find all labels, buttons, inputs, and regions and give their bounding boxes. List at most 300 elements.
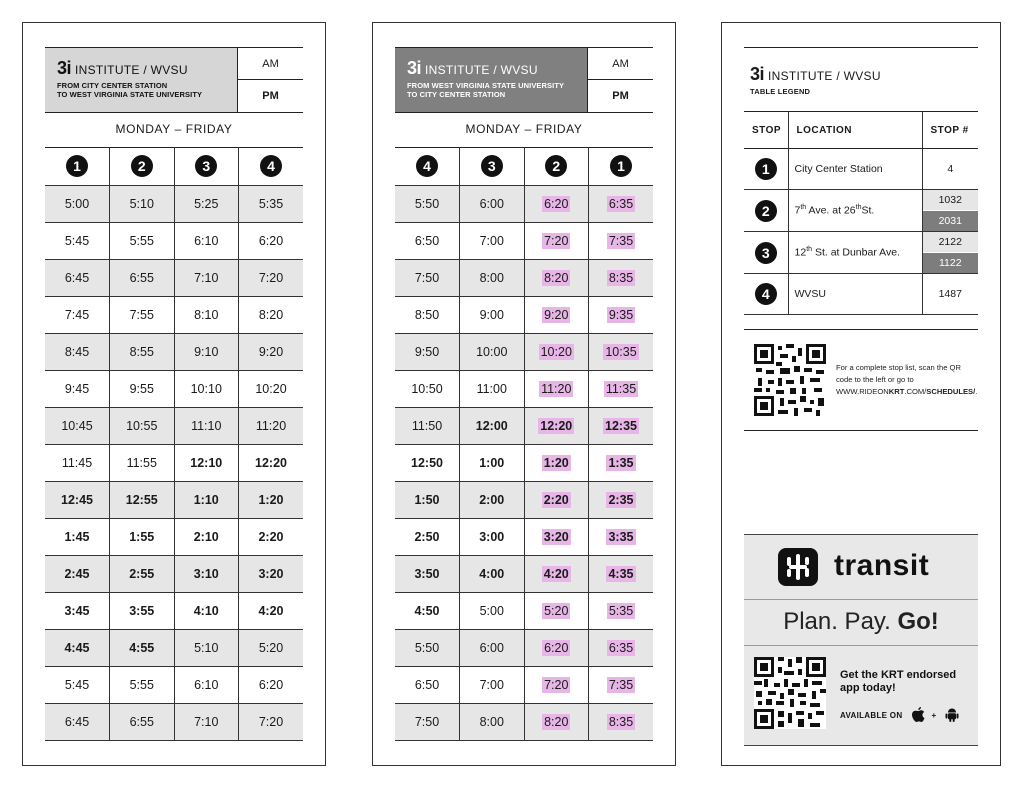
time-cell bbox=[460, 334, 525, 371]
time-cell bbox=[589, 667, 654, 704]
time-cell bbox=[460, 667, 525, 704]
table-row bbox=[395, 630, 653, 667]
time-value: 8:35 bbox=[608, 271, 634, 285]
time-cell bbox=[45, 408, 110, 445]
time-cell bbox=[524, 593, 589, 630]
stop-list-qr-code[interactable] bbox=[754, 344, 826, 416]
time-cell bbox=[239, 667, 304, 704]
time-value: 8:20 bbox=[544, 271, 569, 285]
route-number: 3i bbox=[407, 58, 422, 78]
transit-app-icon bbox=[778, 548, 818, 586]
route-title-box bbox=[45, 48, 237, 112]
available-on: AVAILABLE ON + bbox=[840, 707, 959, 725]
route-title-box bbox=[395, 48, 587, 112]
table-row bbox=[45, 223, 303, 260]
time-value: 6:35 bbox=[608, 641, 634, 655]
time-cell bbox=[589, 334, 654, 371]
table-row bbox=[45, 408, 303, 445]
stop-number: 1122 bbox=[923, 253, 979, 273]
time-cell bbox=[45, 667, 110, 704]
time-cell bbox=[110, 297, 175, 334]
table-row bbox=[45, 630, 303, 667]
time-cell bbox=[174, 630, 239, 667]
table-row bbox=[45, 334, 303, 371]
col-stop-number: STOP # bbox=[922, 112, 978, 149]
transit-app-qr-code[interactable] bbox=[754, 657, 826, 729]
time-cell bbox=[110, 704, 175, 741]
time-cell bbox=[239, 223, 304, 260]
time-cell bbox=[524, 519, 589, 556]
time-value: 3:20 bbox=[258, 567, 284, 581]
time-value: 10:55 bbox=[126, 419, 158, 433]
table-row bbox=[45, 186, 303, 223]
time-value: 6:20 bbox=[258, 678, 284, 692]
time-cell bbox=[174, 519, 239, 556]
stop-1-marker: 1 bbox=[610, 155, 632, 177]
time-value: 4:20 bbox=[258, 604, 284, 618]
time-cell bbox=[524, 297, 589, 334]
time-value: 5:35 bbox=[608, 604, 634, 618]
time-value: 11:10 bbox=[191, 419, 222, 433]
time-cell bbox=[174, 260, 239, 297]
stop-number: 4 bbox=[947, 163, 954, 175]
time-cell bbox=[45, 704, 110, 741]
time-value: 7:20 bbox=[544, 678, 569, 692]
time-value: 3:00 bbox=[479, 530, 505, 544]
time-value: 5:20 bbox=[544, 604, 569, 618]
time-cell bbox=[45, 297, 110, 334]
time-cell bbox=[524, 667, 589, 704]
time-value: 3:45 bbox=[64, 604, 90, 618]
time-cell bbox=[524, 334, 589, 371]
time-cell bbox=[395, 482, 460, 519]
direction-from: FROM WEST VIRGINIA STATE UNIVERSITY bbox=[407, 81, 565, 90]
time-value: 11:55 bbox=[126, 456, 157, 470]
time-value: 11:35 bbox=[605, 382, 637, 396]
time-cell bbox=[524, 556, 589, 593]
time-cell bbox=[110, 667, 175, 704]
time-cell bbox=[174, 482, 239, 519]
schedules-link[interactable]: WWW.RIDEONKRT.COM/SCHEDULES/. bbox=[836, 387, 978, 396]
time-cell bbox=[174, 297, 239, 334]
table-row bbox=[395, 519, 653, 556]
time-cell bbox=[589, 445, 654, 482]
time-cell bbox=[524, 260, 589, 297]
time-value: 7:50 bbox=[414, 715, 440, 729]
table-row bbox=[45, 519, 303, 556]
time-value: 2:35 bbox=[608, 493, 634, 507]
table-row bbox=[395, 297, 653, 334]
transit-wordmark: transit bbox=[834, 549, 930, 582]
time-cell bbox=[395, 593, 460, 630]
route-number: 3i bbox=[750, 64, 765, 84]
time-value: 7:10 bbox=[194, 271, 219, 285]
time-cell bbox=[395, 667, 460, 704]
time-cell bbox=[395, 260, 460, 297]
legend-row-1 bbox=[744, 149, 978, 190]
time-value: 3:20 bbox=[543, 530, 569, 544]
time-value: 5:35 bbox=[258, 197, 284, 211]
time-cell bbox=[110, 371, 175, 408]
time-value: 9:35 bbox=[608, 308, 634, 322]
time-value: 7:20 bbox=[544, 234, 569, 248]
time-cell bbox=[589, 704, 654, 741]
time-cell bbox=[460, 223, 525, 260]
time-value: 8:00 bbox=[479, 715, 504, 729]
time-value: 8:45 bbox=[64, 345, 90, 359]
time-value: 5:50 bbox=[414, 641, 440, 655]
time-value: 10:00 bbox=[476, 345, 508, 359]
time-cell bbox=[239, 704, 304, 741]
time-value: 11:20 bbox=[255, 419, 287, 433]
time-value: 1:10 bbox=[193, 493, 219, 507]
time-value: 4:20 bbox=[543, 567, 569, 581]
time-cell bbox=[589, 519, 654, 556]
time-value: 6:50 bbox=[414, 234, 440, 248]
time-cell bbox=[45, 630, 110, 667]
time-cell bbox=[174, 556, 239, 593]
time-cell bbox=[524, 630, 589, 667]
time-cell bbox=[45, 371, 110, 408]
time-value: 1:55 bbox=[129, 530, 155, 544]
time-value: 7:20 bbox=[258, 271, 284, 285]
time-cell bbox=[460, 482, 525, 519]
inbound-schedule-panel bbox=[372, 22, 676, 766]
time-value: 9:45 bbox=[64, 382, 90, 396]
stop-1-marker: 1 bbox=[755, 158, 777, 180]
time-value: 7:50 bbox=[414, 271, 440, 285]
time-value: 10:35 bbox=[605, 345, 637, 359]
time-value: 4:55 bbox=[129, 641, 155, 655]
time-value: 11:50 bbox=[411, 419, 443, 433]
time-value: 4:00 bbox=[479, 567, 505, 581]
time-value: 12:55 bbox=[125, 493, 158, 507]
time-cell bbox=[524, 371, 589, 408]
legend-header bbox=[744, 47, 978, 111]
legend-subtitle: TABLE LEGEND bbox=[750, 87, 811, 96]
time-value: 1:20 bbox=[258, 493, 284, 507]
time-cell bbox=[395, 223, 460, 260]
time-value: 9:20 bbox=[258, 345, 284, 359]
time-cell bbox=[110, 260, 175, 297]
time-cell bbox=[110, 593, 175, 630]
legend-row-4 bbox=[744, 274, 978, 315]
legend-row-3 bbox=[744, 232, 978, 274]
time-cell bbox=[589, 556, 654, 593]
time-cell bbox=[239, 630, 304, 667]
time-value: 3:35 bbox=[608, 530, 634, 544]
time-cell bbox=[589, 630, 654, 667]
time-value: 5:20 bbox=[258, 641, 284, 655]
time-cell bbox=[589, 371, 654, 408]
direction-to: TO CITY CENTER STATION bbox=[407, 90, 506, 99]
table-row bbox=[395, 408, 653, 445]
time-value: 9:00 bbox=[479, 308, 504, 322]
time-value: 9:20 bbox=[544, 308, 569, 322]
time-value: 2:45 bbox=[64, 567, 90, 581]
stop-list-qr-section bbox=[744, 329, 978, 431]
time-cell bbox=[460, 371, 525, 408]
stop-2-marker: 2 bbox=[755, 200, 777, 222]
time-cell bbox=[45, 593, 110, 630]
time-cell bbox=[460, 408, 525, 445]
time-cell bbox=[45, 223, 110, 260]
time-cell bbox=[45, 334, 110, 371]
time-value: 12:00 bbox=[475, 419, 508, 433]
stop-3-marker: 3 bbox=[755, 242, 777, 264]
time-value: 6:10 bbox=[194, 234, 219, 248]
time-value: 6:50 bbox=[414, 678, 440, 692]
time-cell bbox=[395, 408, 460, 445]
location-4: WVSU bbox=[788, 274, 922, 315]
route-name: INSTITUTE / WVSU bbox=[768, 69, 881, 83]
time-cell bbox=[395, 445, 460, 482]
time-value: 3:50 bbox=[414, 567, 440, 581]
time-value: 2:20 bbox=[258, 530, 284, 544]
time-value: 6:00 bbox=[479, 197, 504, 211]
time-value: 9:10 bbox=[194, 345, 219, 359]
time-value: 5:50 bbox=[414, 197, 440, 211]
time-cell bbox=[395, 519, 460, 556]
time-cell bbox=[395, 186, 460, 223]
time-cell bbox=[45, 482, 110, 519]
time-value: 7:20 bbox=[258, 715, 284, 729]
time-value: 2:50 bbox=[414, 530, 440, 544]
am-key: AM bbox=[587, 48, 653, 80]
time-cell bbox=[395, 371, 460, 408]
time-value: 6:35 bbox=[608, 197, 634, 211]
time-cell bbox=[524, 223, 589, 260]
time-value: 4:45 bbox=[64, 641, 90, 655]
time-cell bbox=[239, 260, 304, 297]
time-cell bbox=[239, 408, 304, 445]
location-2: 7th Ave. at 26thSt. bbox=[788, 190, 922, 232]
time-value: 1:50 bbox=[414, 493, 440, 507]
time-cell bbox=[239, 519, 304, 556]
time-value: 8:10 bbox=[194, 308, 219, 322]
get-app-text: Get the KRT endorsed app today! bbox=[840, 669, 957, 694]
route-name: INSTITUTE / WVSU bbox=[75, 63, 188, 77]
time-value: 3:10 bbox=[193, 567, 219, 581]
time-value: 7:00 bbox=[479, 678, 504, 692]
time-cell bbox=[174, 408, 239, 445]
time-cell bbox=[589, 297, 654, 334]
transit-app-promo bbox=[744, 534, 978, 746]
stop-3-marker: 3 bbox=[481, 155, 503, 177]
time-value: 2:00 bbox=[479, 493, 505, 507]
time-value: 6:55 bbox=[129, 715, 154, 729]
transit-tagline: Plan. Pay. Go! bbox=[744, 599, 978, 646]
time-value: 10:20 bbox=[540, 345, 572, 359]
time-cell bbox=[174, 667, 239, 704]
stop-list-instructions: For a complete stop list, scan the QR code to the left or go to WWW.RIDEONKRT.COM/SCHEDULES/. bbox=[836, 363, 978, 396]
time-value: 7:35 bbox=[608, 234, 634, 248]
time-value: 6:10 bbox=[194, 678, 219, 692]
time-value: 4:50 bbox=[414, 604, 440, 618]
time-value: 12:50 bbox=[411, 456, 443, 470]
table-row bbox=[395, 704, 653, 741]
table-row bbox=[395, 556, 653, 593]
time-value: 1:20 bbox=[543, 456, 569, 470]
time-cell bbox=[589, 223, 654, 260]
time-value: 5:55 bbox=[129, 678, 154, 692]
stop-number: 2122 bbox=[923, 232, 979, 253]
time-cell bbox=[460, 704, 525, 741]
table-row bbox=[395, 371, 653, 408]
time-cell bbox=[395, 556, 460, 593]
table-row bbox=[395, 260, 653, 297]
time-cell bbox=[239, 445, 304, 482]
time-value: 10:50 bbox=[411, 382, 443, 396]
time-value: 3:55 bbox=[129, 604, 155, 618]
route-name: INSTITUTE / WVSU bbox=[425, 63, 538, 77]
stop-2-marker: 2 bbox=[131, 155, 153, 177]
time-value: 5:10 bbox=[129, 197, 154, 211]
time-value: 6:20 bbox=[258, 234, 284, 248]
time-value: 8:20 bbox=[544, 715, 569, 729]
time-value: 10:45 bbox=[61, 419, 93, 433]
time-cell bbox=[45, 556, 110, 593]
time-cell bbox=[110, 482, 175, 519]
time-cell bbox=[239, 371, 304, 408]
time-cell bbox=[589, 408, 654, 445]
table-row bbox=[45, 260, 303, 297]
time-cell bbox=[110, 630, 175, 667]
table-row bbox=[395, 667, 653, 704]
stop-legend-table bbox=[744, 111, 978, 315]
time-cell bbox=[460, 297, 525, 334]
direction-to: TO WEST VIRGINIA STATE UNIVERSITY bbox=[57, 90, 203, 99]
table-row bbox=[395, 223, 653, 260]
time-cell bbox=[460, 445, 525, 482]
time-value: 11:45 bbox=[61, 456, 93, 470]
time-value: 5:55 bbox=[129, 234, 154, 248]
time-cell bbox=[239, 482, 304, 519]
pm-key: PM bbox=[587, 80, 653, 112]
stop-number: 2031 bbox=[923, 211, 979, 231]
time-value: 7:45 bbox=[64, 308, 90, 322]
time-cell bbox=[589, 260, 654, 297]
time-value: 5:25 bbox=[194, 197, 219, 211]
table-row bbox=[395, 186, 653, 223]
time-cell bbox=[174, 445, 239, 482]
days-label: MONDAY – FRIDAY bbox=[395, 111, 653, 148]
time-cell bbox=[239, 186, 304, 223]
table-row bbox=[45, 371, 303, 408]
table-row bbox=[45, 297, 303, 334]
time-cell bbox=[45, 186, 110, 223]
stop-number: 1487 bbox=[938, 288, 962, 300]
time-cell bbox=[239, 556, 304, 593]
time-cell bbox=[524, 445, 589, 482]
stop-1-marker: 1 bbox=[66, 155, 88, 177]
time-value: 6:45 bbox=[64, 271, 90, 285]
time-cell bbox=[460, 556, 525, 593]
time-cell bbox=[524, 186, 589, 223]
stop-3-marker: 3 bbox=[195, 155, 217, 177]
time-cell bbox=[239, 334, 304, 371]
time-value: 5:45 bbox=[64, 678, 90, 692]
schedule-header bbox=[395, 47, 653, 113]
time-value: 7:35 bbox=[608, 678, 634, 692]
legend-row-2 bbox=[744, 190, 978, 232]
time-cell bbox=[395, 630, 460, 667]
time-value: 5:00 bbox=[479, 604, 504, 618]
time-value: 11:00 bbox=[476, 382, 507, 396]
time-value: 7:10 bbox=[194, 715, 219, 729]
time-cell bbox=[174, 334, 239, 371]
time-value: 1:35 bbox=[608, 456, 634, 470]
time-value: 8:35 bbox=[608, 715, 634, 729]
time-cell bbox=[395, 334, 460, 371]
time-cell bbox=[110, 186, 175, 223]
time-value: 6:55 bbox=[129, 271, 154, 285]
time-value: 9:50 bbox=[414, 345, 440, 359]
time-cell bbox=[524, 704, 589, 741]
outbound-schedule-panel bbox=[22, 22, 326, 766]
time-cell bbox=[460, 260, 525, 297]
time-cell bbox=[174, 704, 239, 741]
time-value: 12:20 bbox=[540, 419, 573, 433]
time-cell bbox=[239, 297, 304, 334]
time-value: 7:55 bbox=[129, 308, 154, 322]
pm-key: PM bbox=[237, 80, 303, 112]
time-value: 5:45 bbox=[64, 234, 90, 248]
stop-number: 1032 bbox=[923, 190, 979, 211]
time-value: 4:10 bbox=[193, 604, 219, 618]
time-value: 6:20 bbox=[544, 641, 569, 655]
table-row bbox=[45, 667, 303, 704]
stop-4-marker: 4 bbox=[416, 155, 438, 177]
time-cell bbox=[460, 186, 525, 223]
table-row bbox=[395, 445, 653, 482]
time-value: 9:55 bbox=[129, 382, 154, 396]
time-value: 12:35 bbox=[605, 419, 637, 433]
col-location: LOCATION bbox=[788, 112, 922, 149]
time-value: 2:55 bbox=[129, 567, 155, 581]
stop-4-marker: 4 bbox=[260, 155, 282, 177]
apple-icon[interactable] bbox=[911, 707, 925, 725]
legend-panel bbox=[721, 22, 1001, 766]
time-cell bbox=[45, 445, 110, 482]
time-cell bbox=[395, 297, 460, 334]
location-1: City Center Station bbox=[788, 149, 922, 190]
android-icon[interactable] bbox=[945, 707, 959, 725]
inbound-timetable bbox=[395, 147, 653, 741]
time-cell bbox=[174, 186, 239, 223]
time-cell bbox=[589, 186, 654, 223]
outbound-timetable bbox=[45, 147, 303, 741]
time-value: 1:45 bbox=[64, 530, 90, 544]
time-cell bbox=[239, 593, 304, 630]
am-key: AM bbox=[237, 48, 303, 80]
time-value: 12:10 bbox=[190, 456, 223, 470]
time-cell bbox=[460, 519, 525, 556]
time-cell bbox=[45, 519, 110, 556]
time-cell bbox=[110, 556, 175, 593]
time-cell bbox=[174, 593, 239, 630]
table-row bbox=[45, 482, 303, 519]
days-label: MONDAY – FRIDAY bbox=[45, 111, 303, 148]
time-value: 2:20 bbox=[543, 493, 569, 507]
time-value: 6:20 bbox=[544, 197, 569, 211]
time-cell bbox=[524, 408, 589, 445]
time-cell bbox=[110, 519, 175, 556]
time-value: 10:20 bbox=[255, 382, 287, 396]
col-stop: STOP bbox=[744, 112, 788, 149]
time-value: 6:45 bbox=[64, 715, 90, 729]
table-row bbox=[395, 334, 653, 371]
